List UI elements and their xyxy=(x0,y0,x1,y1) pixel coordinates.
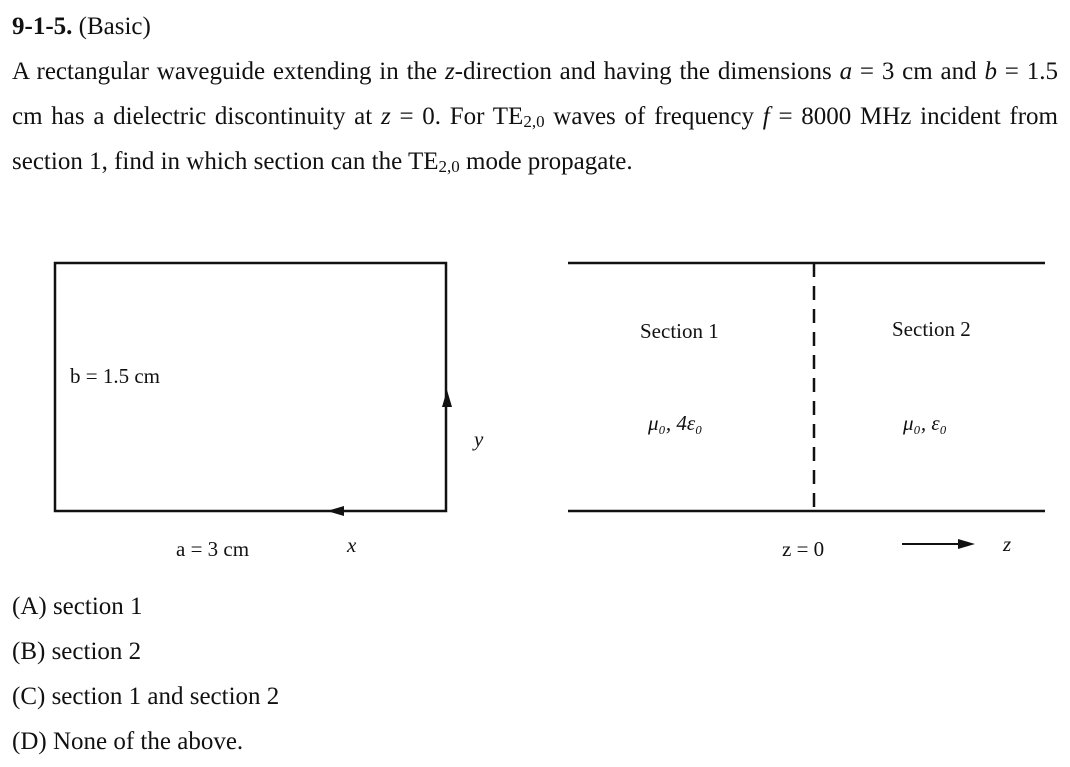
option-b[interactable]: (B) section 2 xyxy=(12,638,142,665)
stem-text: = 8000 MHz incident from section 1, find in which section can the TE xyxy=(12,103,1058,175)
stem-text: = 3 cm and xyxy=(852,58,985,85)
question-heading xyxy=(12,4,1058,49)
stem-text: -direction and having the dimensions xyxy=(454,58,840,85)
question-block xyxy=(12,4,1058,184)
stem-text: waves of frequency xyxy=(544,103,763,130)
option-d[interactable]: (D) None of the above. xyxy=(12,728,244,755)
question-number: 9-1-5. xyxy=(12,13,73,40)
y-axis-label: y xyxy=(474,427,484,451)
var-f: f xyxy=(762,103,770,130)
question-level: (Basic) xyxy=(78,13,151,40)
section1-label: Section 1 xyxy=(640,319,719,343)
mode-subscript: 2,0 xyxy=(438,157,460,176)
stem-text: = 1.5 cm has a dielectric discontinuity at xyxy=(12,58,1058,130)
var-z: z xyxy=(380,103,391,130)
stem-text: mode propagate. xyxy=(459,148,633,175)
option-a[interactable]: (A) section 1 xyxy=(12,593,143,620)
y-arrow-icon xyxy=(442,390,452,407)
section2-label: Section 2 xyxy=(892,317,971,341)
z-axis-label: z xyxy=(1003,532,1012,556)
stem-text: A rectangular waveguide extending in the xyxy=(12,58,445,85)
var-a: a xyxy=(839,58,853,85)
option-c[interactable]: (C) section 1 and section 2 xyxy=(12,683,280,710)
waveguide-figure xyxy=(0,240,1070,580)
boundary-label: z = 0 xyxy=(782,537,825,561)
x-axis-label: x xyxy=(347,533,357,557)
answer-options xyxy=(12,584,279,764)
stem-text: = 0. For TE xyxy=(390,103,524,130)
section1-medium: μ₀, 4ε₀ xyxy=(648,411,703,435)
z-arrow-icon xyxy=(958,539,975,549)
x-arrow-icon xyxy=(327,506,344,516)
var-z: z xyxy=(444,58,455,85)
a-dimension-label: a = 3 cm xyxy=(176,537,250,561)
section2-medium: μ₀, ε₀ xyxy=(903,411,947,435)
mode-subscript: 2,0 xyxy=(523,112,545,131)
var-b: b xyxy=(984,58,997,85)
question-stem xyxy=(12,49,1058,184)
b-dimension-label: b = 1.5 cm xyxy=(70,364,160,388)
